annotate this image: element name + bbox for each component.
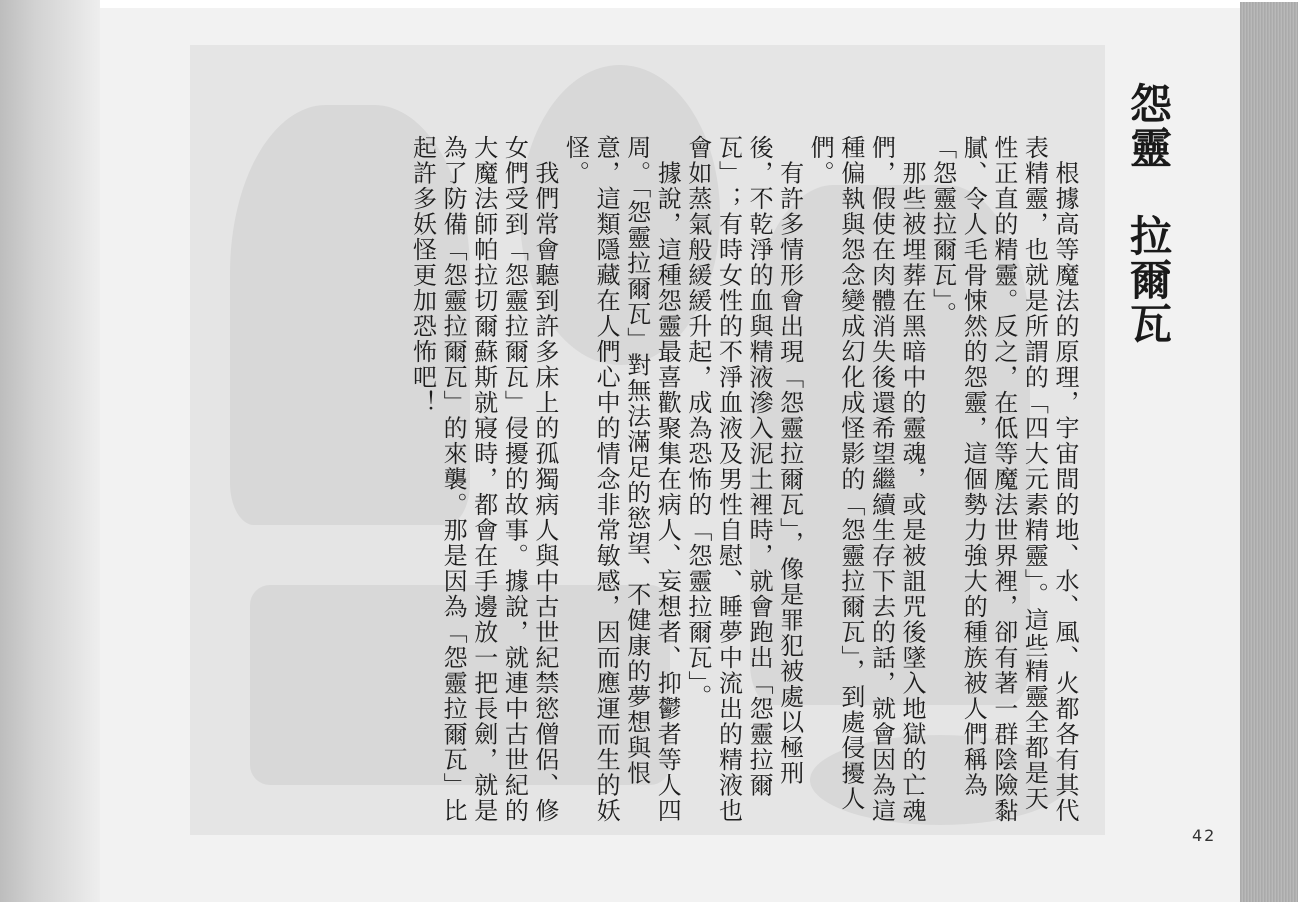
page-title: 怨靈 拉爾瓦 xyxy=(1124,82,1173,346)
paragraph: 根據高等魔法的原理，宇宙間的地、水、風、火都各有其代表精靈，也就是所謂的「四大元素精靈」。這些精靈全都是天性正直的精靈。反之，在低等魔法世界裡，卻有著一群陰險黏膩、令人毛骨悚然的怨靈，這個勢力強大的種族被人們稱為「怨靈拉爾瓦」。 xyxy=(928,135,1079,824)
page-edges xyxy=(1240,2,1298,902)
paragraph: 那些被埋葬在黑暗中的靈魂，或是被詛咒後墜入地獄的亡魂們，假使在肉體消失後還希望繼續生存下去的話，就會因為這種偏執與怨念變成幻化成怪影的「怨靈拉爾瓦」，到處侵擾人們。 xyxy=(806,135,927,824)
book-spine xyxy=(0,0,100,902)
paragraph: 據說，這種怨靈最喜歡聚集在病人、妄想者、抑鬱者等人四周。「怨靈拉爾瓦」對無法滿足的慾望、不健康的夢想與恨意，這類隱藏在人們心中的情念非常敏感，因而應運而生的妖怪。 xyxy=(561,135,682,824)
body-text xyxy=(300,135,1080,835)
paragraph: 我們常會聽到許多床上的孤獨病人與中古世紀禁慾僧侶、修女們受到「怨靈拉爾瓦」侵擾的故事。據說，就連中古世紀的大魔法師帕拉切爾蘇斯就寢時，都會在手邊放一把長劍，就是為了防備「怨靈拉爾瓦」的來襲。那是因為「怨靈拉爾瓦」比起許多妖怪更加恐怖吧！ xyxy=(408,135,559,824)
page-number: 42 xyxy=(1192,826,1217,845)
paragraph: 有許多情形會出現「怨靈拉爾瓦」，像是罪犯被處以極刑後，不乾淨的血與精液滲入泥土裡時，就會跑出「怨靈拉爾瓦」；有時女性的不淨血液及男性自慰、睡夢中流出的精液也會如蒸氣般緩緩升起，成為恐怖的「怨靈拉爾瓦」。 xyxy=(683,135,804,824)
